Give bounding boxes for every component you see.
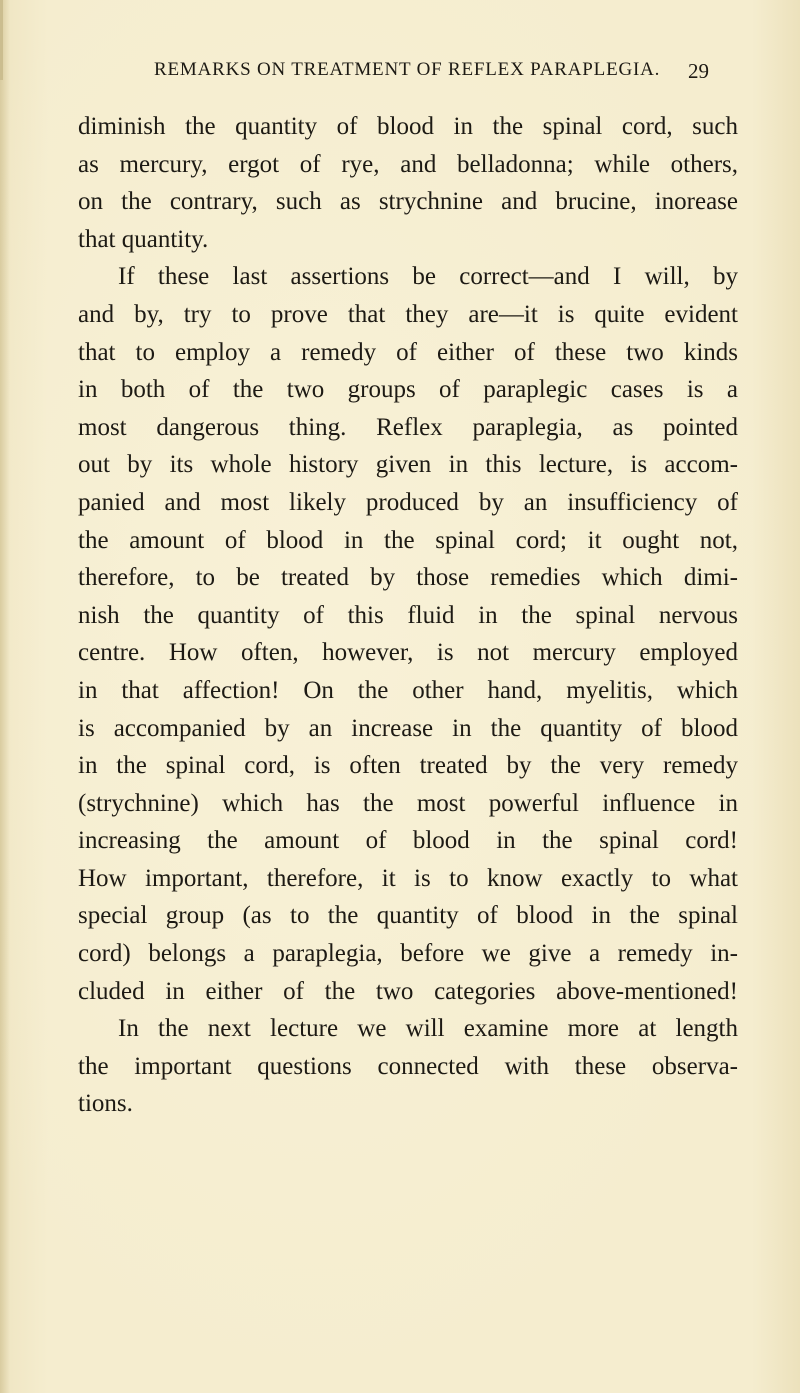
text-line: in both of the two groups of paraplegic cases is a <box>78 376 738 404</box>
text-line: and by, try to prove that they are—it is quite evident <box>78 300 738 328</box>
text-line: If these last assertions be correct—and I will, by <box>118 263 738 291</box>
text-line: How important, therefore, it is to know exactly to what <box>78 864 738 892</box>
text-line: that to employ a remedy of either of these two kinds <box>78 338 738 366</box>
text-line: diminish the quantity of blood in the spinal cord, such <box>78 113 738 140</box>
text-line: in the spinal cord, is often treated by the very remedy <box>78 752 738 780</box>
text-line: out by its whole history given in this lecture, is accom- <box>78 451 738 479</box>
text-line: cord) belongs a paraplegia, before we give a remedy in- <box>78 940 738 968</box>
text-line: the amount of blood in the spinal cord; it ought not, <box>78 526 738 554</box>
text-line: most dangerous thing. Reflex paraplegia, as pointed <box>78 413 738 441</box>
text-line: the important questions connected with these observa- <box>78 1052 738 1080</box>
text-line: therefore, to be treated by those remedies which dimi- <box>78 564 738 592</box>
text-line: that quantity. <box>78 225 209 253</box>
text-line: nish the quantity of this fluid in the spinal nervous <box>78 601 738 629</box>
text-line: in that affection! On the other hand, myelitis, which <box>78 676 738 704</box>
text-line: In the next lecture we will examine more at length <box>118 1015 738 1043</box>
text-line: cluded in either of the two categories above-mentioned! <box>78 977 738 1005</box>
body-text <box>78 108 738 1123</box>
text-line: on the contrary, such as strychnine and brucine, inorease <box>78 188 738 216</box>
page-number: 29 <box>688 59 709 83</box>
text-line: (strychnine) which has the most powerful influence in <box>78 789 738 817</box>
text-line: special group (as to the quantity of blood in the spinal <box>78 902 738 930</box>
text-line: as mercury, ergot of rye, and belladonna; while others, <box>78 150 738 178</box>
text-line: panied and most likely produced by an insufficiency of <box>78 488 738 516</box>
running-title: REMARKS ON TREATMENT OF REFLEX PARAPLEGIA. <box>154 59 661 80</box>
text-line: increasing the amount of blood in the spinal cord! <box>78 827 738 855</box>
text-line: centre. How often, however, is not mercury employed <box>78 639 738 667</box>
text-line: tions. <box>78 1090 133 1118</box>
page-edge-shadow <box>0 0 10 1393</box>
running-header <box>0 59 800 89</box>
text-line: is accompanied by an increase in the quantity of blood <box>78 714 738 742</box>
